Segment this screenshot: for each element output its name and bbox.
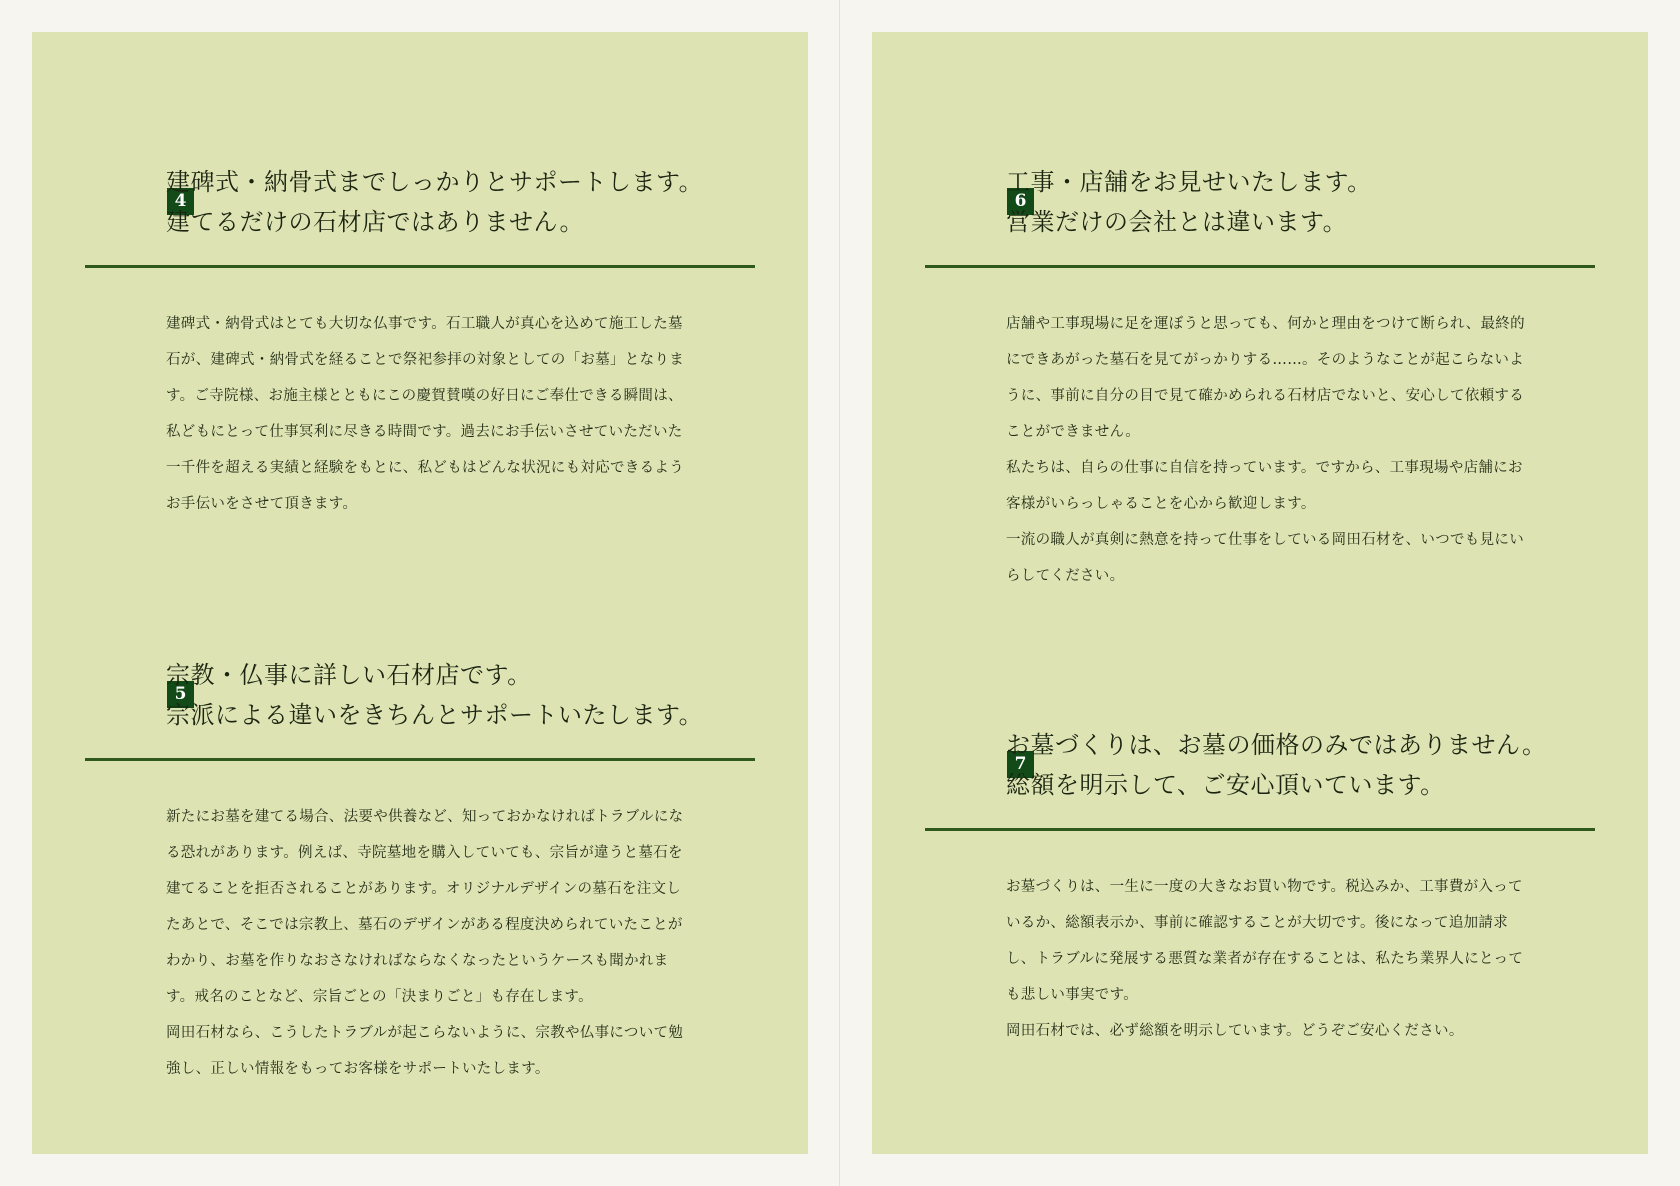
heading-line-1: 工事・店舗をお見せいたします。 (1006, 168, 1372, 196)
body-paragraph: 岡田石材なら、こうしたトラブルが起こらないように、宗教や仏事について勉強し、正しい情報をもってお客様をサポートいたします。 (166, 1025, 684, 1077)
section-rule (925, 828, 1595, 831)
body-paragraph: 建碑式・納骨式はとても大切な仏事です。石工職人が真心を込めて施工した墓石が、建碑式・納骨式を経ることで祭祀参拝の対象としての「お墓」となります。ご寺院様、お施主様とともにこの慶賀賛嘆の好日にご奉仕できる瞬間は、私どもにとって仕事冥利に尽きる時間です。過去にお手伝いさせていただいた一千件を超える実績と経験をもとに、私どもはどんな状況にも対応できるようお手伝いをさせて頂きます。 (166, 316, 684, 512)
section-number-badge: 4 (167, 188, 194, 215)
heading-line-2: 建てるだけの石材店ではありません。 (166, 208, 584, 236)
section-rule (85, 758, 755, 761)
section-rule (925, 265, 1595, 268)
heading-line-1: 建碑式・納骨式までしっかりとサポートします。 (166, 168, 704, 196)
section-heading (1006, 162, 1372, 242)
spread-gutter (839, 0, 840, 1186)
section-number-badge: 6 (1007, 188, 1034, 215)
section-number-badge: 7 (1007, 751, 1034, 778)
heading-line-2: 宗派による違いをきちんとサポートいたします。 (166, 701, 704, 729)
heading-line-2: 総額を明示して、ご安心頂いています。 (1006, 771, 1445, 799)
section-body (166, 799, 686, 1087)
body-paragraph: 新たにお墓を建てる場合、法要や供養など、知っておかなければトラブルになる恐れがあります。例えば、寺院墓地を購入していても、宗旨が違うと墓石を建てることを拒否されることがあります。オリジナルデザインの墓石を注文したあとで、そこでは宗教上、墓石のデザインがある程度決められていたことがわかり、お墓を作りなおさなければならなくなったというケースも聞かれます。戒名のことなど、宗旨ごとの「決まりごと」も存在します。 (166, 809, 684, 1005)
body-paragraph: 一流の職人が真剣に熱意を持って仕事をしている岡田石材を、いつでも見にいらしてください。 (1006, 532, 1524, 584)
section-heading (1006, 725, 1546, 805)
heading-line-1: 宗教・仏事に詳しい石材店です。 (166, 661, 532, 689)
section-heading (166, 162, 703, 242)
section-body (166, 306, 686, 522)
body-paragraph: 私たちは、自らの仕事に自信を持っています。ですから、工事現場や店舗にお客様がいらっしゃることを心から歓迎します。 (1006, 460, 1523, 512)
body-paragraph: 店舗や工事現場に足を運ぼうと思っても、何かと理由をつけて断られ、最終的にできあがった墓石を見てがっかりする……。そのようなことが起こらないように、事前に自分の目で見て確かめられる石材店でないと、安心して依頼することができません。 (1006, 316, 1525, 440)
right-page (872, 32, 1648, 1154)
section-number-badge: 5 (167, 681, 194, 708)
left-page (32, 32, 808, 1154)
section-rule (85, 265, 755, 268)
heading-line-2: 営業だけの会社とは違います。 (1006, 208, 1348, 236)
section-body (1006, 869, 1526, 1049)
body-paragraph: お墓づくりは、一生に一度の大きなお買い物です。税込みか、工事費が入っているか、総額表示か、事前に確認することが大切です。後になって追加請求し、トラブルに発展する悪質な業者が存在することは、私たち業界人にとっても悲しい事実です。 (1006, 879, 1524, 1003)
section-body (1006, 306, 1526, 594)
heading-line-1: お墓づくりは、お墓の価格のみではありません。 (1006, 731, 1547, 759)
body-paragraph: 岡田石材では、必ず総額を明示しています。どうぞご安心ください。 (1006, 1023, 1464, 1039)
section-heading (166, 655, 703, 735)
